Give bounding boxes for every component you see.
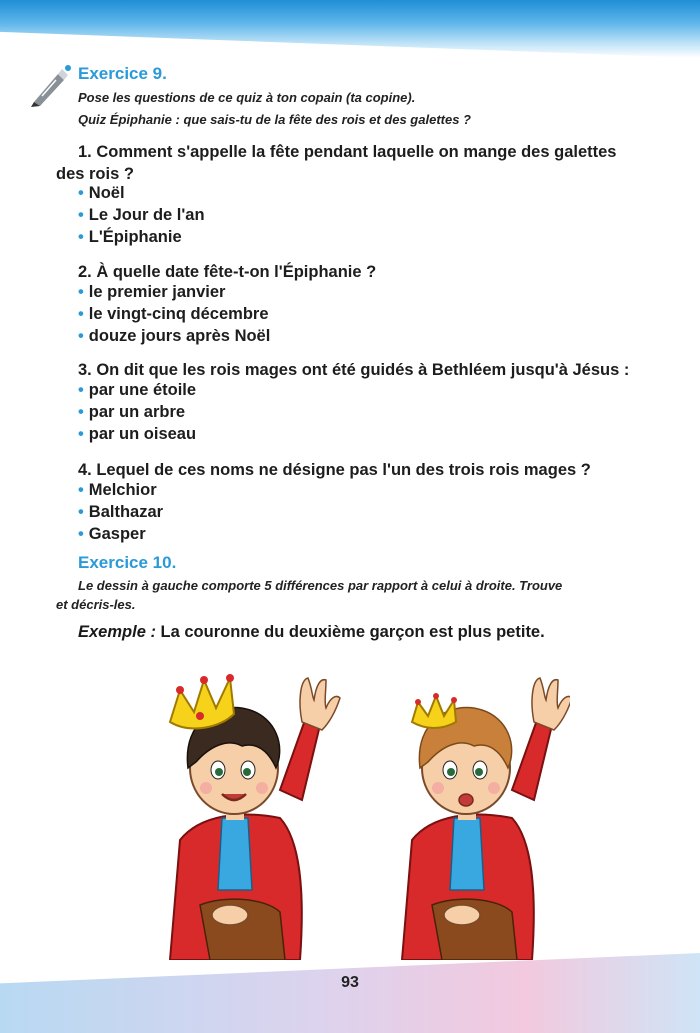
bullet-icon: • [78,381,84,399]
question-1-continued: des rois ? [56,165,134,183]
exercise-10-instruction-continued: et décris-les. [56,597,136,612]
bullet-icon: • [78,305,84,323]
question-2: 2. À quelle date fête-t-on l'Épiphanie ? [78,263,377,281]
question-1: 1. Comment s'appelle la fête pendant laquelle on mange des galettes [78,143,617,161]
question-4-option: • Melchior [78,481,157,499]
bottom-decorative-band [0,953,700,1033]
question-3-option: • par un oiseau [78,425,197,443]
exercise-10-title: Exercice 10. [78,553,177,572]
question-2-option: • le vingt-cinq décembre [78,305,269,323]
question-4-option: • Balthazar [78,503,164,521]
bullet-icon: • [78,283,84,301]
question-2-option: • le premier janvier [78,283,226,301]
question-1-option: • Noël [78,184,125,202]
question-2-option: • douze jours après Noël [78,327,271,345]
question-3-option: • par une étoile [78,381,197,399]
example-sentence [78,623,545,642]
bullet-icon: • [78,327,84,345]
exercise-9-title: Exercice 9. [78,64,167,83]
spot-the-difference-illustration [130,650,570,960]
bullet-icon: • [78,525,84,543]
exercise-9-instruction: Pose les questions de ce quiz à ton copain (ta copine). [78,90,416,105]
question-4: 4. Lequel de ces noms ne désigne pas l'un des trois rois mages ? [78,461,591,479]
question-3: 3. On dit que les rois mages ont été guidés à Bethléem jusqu'à Jésus : [78,361,630,379]
boy-left [170,674,340,960]
question-1-option: • Le Jour de l'an [78,206,205,224]
bullet-icon: • [78,403,84,421]
example-label: Exemple : [78,623,156,641]
question-1-option: • L'Épiphanie [78,228,182,246]
bullet-icon: • [78,481,84,499]
question-4-option: • Gasper [78,525,146,543]
bullet-icon: • [78,425,84,443]
quiz-title: Quiz Épiphanie : que sais-tu de la fête des rois et des galettes ? [78,112,471,127]
bullet-icon: • [78,228,84,246]
bullet-icon: • [78,206,84,224]
exercise-10-instruction: Le dessin à gauche comporte 5 différences par rapport à celui à droite. Trouve [78,578,563,593]
example-text: La couronne du deuxième garçon est plus petite. [155,623,545,641]
pencil-icon [28,62,72,108]
question-3-option: • par un arbre [78,403,186,421]
top-decorative-band [0,0,700,58]
page-number: 93 [341,974,359,991]
bullet-icon: • [78,184,84,202]
boy-right [402,678,570,960]
bullet-icon: • [78,503,84,521]
